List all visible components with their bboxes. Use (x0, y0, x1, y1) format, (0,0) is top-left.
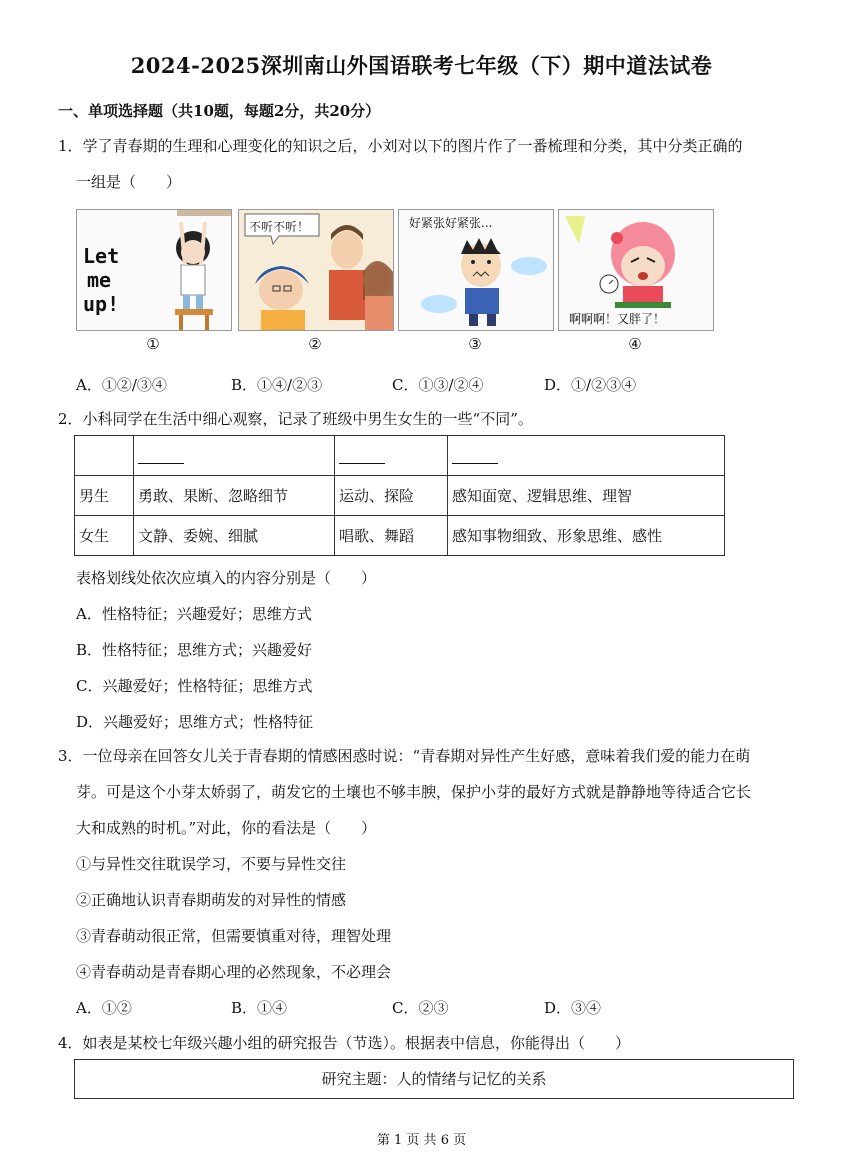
fill-blank-3 (452, 449, 498, 464)
pic3-caption: 好紧张好紧张... (409, 216, 493, 230)
q3-statement-1: ①与异性交往耽误学习，不要与异性交往 (76, 855, 347, 873)
pic4-caption: 啊啊啊！又胖了！ (569, 312, 666, 326)
page-footer: 第 1 页 共 6 页 (376, 1133, 467, 1148)
q3-stem-line1: 3．一位母亲在回答女儿关于青春期的情感困惑时说：“青春期对异性产生好感，意味着我们爱的能力在萌 (58, 747, 751, 765)
q1-option-d[interactable]: D．①/②③④ (544, 376, 637, 394)
row-label: 女生 (75, 516, 134, 556)
q3-statement-2: ②正确地认识青春期萌发的对异性的情感 (76, 891, 347, 909)
q4-stem: 4．如表是某校七年级兴趣小组的研究报告（节选）。根据表中信息，你能得出（ ） (58, 1034, 631, 1052)
table-corner-cell (75, 436, 134, 476)
table-blank-cell (448, 436, 725, 476)
table-cell: 唱歌、舞蹈 (335, 516, 448, 556)
table-cell: 文静、委婉、细腻 (134, 516, 335, 556)
table-blank-cell (134, 436, 335, 476)
q2-option-c[interactable]: C．兴趣爱好；性格特征；思维方式 (76, 677, 313, 695)
q1-picture-row (76, 209, 718, 359)
table-cell: 运动、探险 (335, 476, 448, 516)
q1-picture-2-number: ② (308, 335, 322, 353)
q1-picture-4 (558, 209, 714, 331)
q1-picture-3 (398, 209, 554, 331)
q1-picture-1 (76, 209, 232, 331)
table-blank-cell (335, 436, 448, 476)
page-title: 2024-2025深圳南山外国语联考七年级（下）期中道法试卷 (130, 53, 713, 78)
q3-statement-4: ④青春萌动是青春期心理的必然现象，不必理会 (76, 963, 392, 981)
q3-option-a[interactable]: A．①② (76, 999, 132, 1017)
table-row (75, 516, 725, 556)
q1-option-b[interactable]: B．①④/②③ (231, 376, 323, 394)
q3-option-c[interactable]: C．②③ (392, 999, 449, 1017)
table-header-row (75, 436, 725, 476)
q1-picture-2 (238, 209, 394, 331)
q1-option-c[interactable]: C．①③/②④ (392, 376, 484, 394)
q1-picture-1-number: ① (146, 335, 160, 353)
q1-stem-line1: 1．学了青春期的生理和心理变化的知识之后，小刘对以下的图片作了一番梳理和分类，其中分类正确的 (58, 137, 743, 155)
q2-stem: 2．小科同学在生活中细心观察，记录了班级中男生女生的一些“不同”。 (58, 410, 533, 428)
q2-option-a[interactable]: A．性格特征；兴趣爱好；思维方式 (76, 605, 312, 623)
pic1-caption-3: up! (83, 292, 120, 316)
row-label: 男生 (75, 476, 134, 516)
q3-option-d[interactable]: D．③④ (544, 999, 602, 1017)
table-cell: 感知面宽、逻辑思维、理智 (448, 476, 725, 516)
pic1-caption-2: me (87, 268, 112, 292)
q2-question: 表格划线处依次应填入的内容分别是（ ） (76, 569, 377, 587)
q3-option-b[interactable]: B．①④ (231, 999, 288, 1017)
q1-stem-line2: 一组是（ ） (76, 173, 182, 191)
pic1-caption-1: Let (83, 244, 120, 268)
q1-option-a[interactable]: A．①②/③④ (76, 376, 167, 394)
q1-picture-3-number: ③ (468, 335, 482, 353)
section-heading: 一、单项选择题（共10题，每题2分，共20分） (58, 102, 381, 120)
table-row (75, 476, 725, 516)
table-cell: 感知事物细致、形象思维、感性 (448, 516, 725, 556)
q1-picture-4-number: ④ (628, 335, 642, 353)
q2-option-b[interactable]: B．性格特征；思维方式；兴趣爱好 (76, 641, 313, 659)
q3-stem-line3: 大和成熟的时机。”对此，你的看法是（ ） (76, 819, 377, 837)
pic2-speech-text: 不听不听！ (249, 220, 310, 234)
q2-comparison-table (74, 435, 725, 556)
q3-statement-3: ③青春萌动很正常，但需要慎重对待，理智处理 (76, 927, 392, 945)
q3-stem-line2: 芽。可是这个小芽太娇弱了，萌发它的土壤也不够丰腴，保护小芽的最好方式就是静静地等待适合它长 (76, 783, 752, 801)
q4-research-topic-box: 研究主题：人的情绪与记忆的关系 (74, 1059, 794, 1099)
fill-blank-1 (138, 449, 184, 464)
table-cell: 勇敢、果断、忽略细节 (134, 476, 335, 516)
q2-option-d[interactable]: D．兴趣爱好；思维方式；性格特征 (76, 713, 314, 731)
fill-blank-2 (339, 449, 385, 464)
